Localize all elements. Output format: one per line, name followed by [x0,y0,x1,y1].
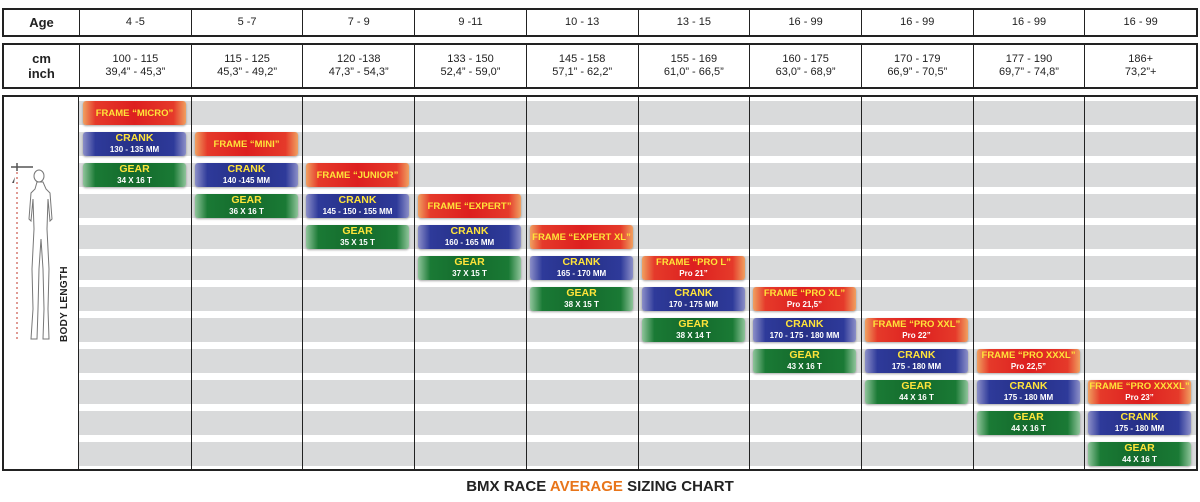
body-figure-icon [7,159,57,349]
frame-label: FRAME “MICRO” [95,107,174,119]
crank-label: CRANK [338,194,377,206]
gear-badge [530,287,633,311]
size-cell [638,45,750,87]
gear-label: GEAR [1013,411,1044,423]
body-length-label: BODY LENGTH [59,266,70,342]
age-cell: 16 - 99 [1084,10,1196,35]
frame-label: FRAME “JUNIOR” [316,169,399,181]
sizing-grid [2,95,1198,471]
age-cell: 16 - 99 [749,10,861,35]
gear-badge [865,380,968,404]
age-header-row [2,8,1198,37]
crank-label: CRANK [1009,380,1048,392]
crank-badge [418,225,521,249]
chart-title-accent: AVERAGE [549,478,623,495]
size-label [4,45,79,87]
size-inch: 61,0” - 66,5” [663,66,724,78]
crank-label: CRANK [562,256,601,268]
age-cell: 7 - 9 [302,10,414,35]
frame-badge [1088,380,1191,404]
age-cell: 16 - 99 [861,10,973,35]
size-inch: 47,3” - 54,3” [328,66,389,78]
age-cell: 10 - 13 [526,10,638,35]
crank-value: 175 - 180 MM [1003,393,1054,402]
frame-label: FRAME “MINI” [213,138,280,150]
size-inch: 69,7” - 74,8” [999,66,1059,78]
crank-value: 175 - 180 MM [891,362,942,371]
frame-value: Pro 23” [1125,393,1154,402]
gear-value: 44 X 16 T [1011,424,1046,433]
gear-value: 38 X 15 T [564,300,599,309]
gear-label: GEAR [454,256,485,268]
gear-label: GEAR [1124,442,1155,454]
chart-title [0,478,1200,495]
crank-value: 170 - 175 MM [668,300,719,309]
size-cell [302,45,414,87]
crank-badge [642,287,745,311]
size-cell [973,45,1085,87]
crank-value: 130 - 135 MM [109,145,160,154]
gear-badge [418,256,521,280]
size-cell [526,45,638,87]
size-cm: 177 - 190 [1005,53,1053,65]
gear-value: 35 X 15 T [340,238,375,247]
gear-value: 37 X 15 T [452,269,487,278]
gear-value: 36 X 16 T [229,207,264,216]
size-cm: 115 - 125 [224,53,270,65]
age-cell: 9 -11 [414,10,526,35]
grid-column-divider [1084,97,1085,469]
grid-column-divider [191,97,192,469]
grid-column-divider [861,97,862,469]
age-cell: 5 -7 [191,10,303,35]
chart-title-part-3: SIZING CHART [622,478,734,495]
size-cell [749,45,861,87]
grid-column-divider [414,97,415,469]
size-cm: 160 - 175 [782,53,829,65]
age-cell: 13 - 15 [638,10,750,35]
crank-badge [1088,411,1191,435]
size-cm: 133 - 150 [447,53,494,65]
frame-value: Pro 22,5” [1010,362,1047,371]
size-cell [1084,45,1196,87]
grid-column-divider [749,97,750,469]
grid-column-divider [526,97,527,469]
gear-badge [753,349,856,373]
gear-value: 44 X 16 T [1122,455,1157,464]
size-header-row [2,43,1198,89]
frame-label: FRAME “PRO XL” [763,288,846,299]
size-cm: 100 - 115 [112,53,159,65]
crank-value: 175 - 180 MM [1114,424,1165,433]
gear-badge [195,194,298,218]
size-cell [414,45,526,87]
crank-label: CRANK [1120,411,1159,423]
crank-badge [83,132,186,156]
frame-badge [530,225,633,249]
frame-badge [195,132,298,156]
size-cm: 186+ [1128,53,1154,65]
crank-label: CRANK [897,349,936,361]
gear-badge [977,411,1080,435]
gear-label: GEAR [789,349,820,361]
size-inch: 57,1” - 62,2” [552,66,613,78]
gear-label: GEAR [231,194,262,206]
size-cell [861,45,973,87]
size-inch: 73,2”+ [1124,66,1157,78]
grid-column-divider [973,97,974,469]
size-inch: 39,4” - 45,3” [105,66,166,78]
frame-badge [977,349,1080,373]
crank-label: CRANK [674,287,713,299]
gear-value: 38 X 14 T [676,331,711,340]
gear-badge [1088,442,1191,466]
frame-label: FRAME “PRO L” [656,257,731,268]
gear-label: GEAR [678,318,709,330]
size-inch: 66,9” - 70,5” [887,66,948,78]
size-inch: 52,4” - 59,0” [440,66,501,78]
frame-label: FRAME “PRO XXXXL” [1089,381,1190,392]
gear-label: GEAR [566,287,597,299]
frame-value: Pro 22” [902,331,931,340]
size-cm: 120 -138 [337,53,381,65]
gear-badge [642,318,745,342]
gear-value: 44 X 16 T [899,393,934,402]
frame-badge [306,163,409,187]
size-cm: 145 - 158 [558,53,606,65]
size-cell [79,45,191,87]
gear-label: GEAR [901,380,932,392]
crank-label: CRANK [115,132,154,144]
crank-badge [753,318,856,342]
gear-label: GEAR [342,225,373,237]
crank-badge [195,163,298,187]
grid-column-divider [638,97,639,469]
crank-value: 145 - 150 - 155 MM [322,207,393,216]
frame-value: Pro 21,5” [786,300,823,309]
crank-label: CRANK [785,318,824,330]
chart-title-part-1: BMX RACE [466,478,550,495]
size-cm: 155 - 169 [670,53,718,65]
frame-label: FRAME “PRO XXL” [872,319,961,330]
crank-badge [865,349,968,373]
gear-badge [306,225,409,249]
frame-value: Pro 21” [679,269,708,278]
frame-label: FRAME “PRO XXXL” [981,350,1076,361]
gear-value: 43 X 16 T [787,362,822,371]
size-inch: 45,3” - 49,2” [217,66,278,78]
crank-badge [530,256,633,280]
crank-badge [306,194,409,218]
crank-value: 170 - 175 - 180 MM [769,331,840,340]
age-cell: 4 -5 [79,10,191,35]
gear-badge [83,163,186,187]
crank-value: 160 - 165 MM [444,238,495,247]
age-cell: 16 - 99 [973,10,1085,35]
frame-badge [418,194,521,218]
crank-value: 140 -145 MM [222,176,271,185]
age-label: Age [29,15,54,30]
size-inch: 63,0” - 68,9” [775,66,836,78]
gear-value: 34 X 16 T [117,176,152,185]
crank-value: 165 - 170 MM [556,269,607,278]
size-label-cm: cm [32,51,51,66]
size-label-inch: inch [28,66,55,81]
frame-label: FRAME “EXPERT XL” [532,231,631,243]
gear-label: GEAR [119,163,150,175]
frame-badge [642,256,745,280]
size-cm: 170 - 179 [894,53,941,65]
frame-badge [865,318,968,342]
grid-area [79,97,1196,469]
grid-column-divider [302,97,303,469]
frame-label: FRAME “EXPERT” [427,200,512,212]
frame-badge [753,287,856,311]
crank-label: CRANK [227,163,266,175]
crank-label: CRANK [450,225,489,237]
frame-badge [83,101,186,125]
size-cell [191,45,303,87]
crank-badge [977,380,1080,404]
